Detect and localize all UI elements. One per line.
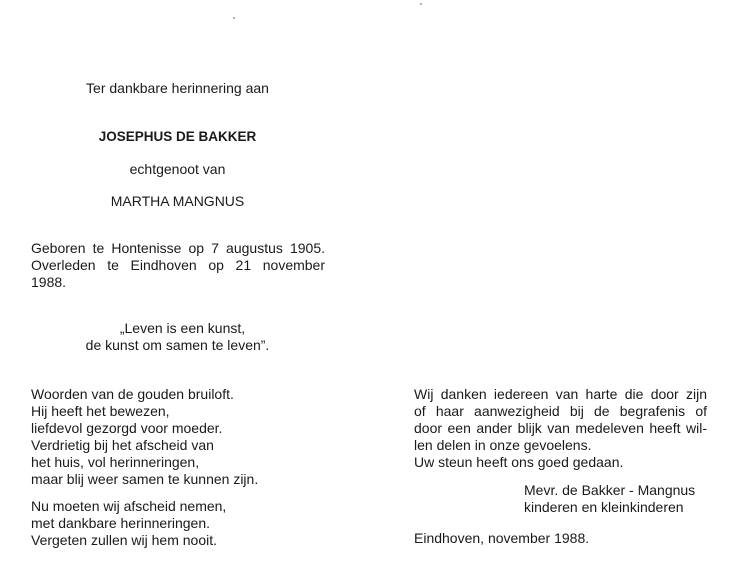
scan-speck <box>420 3 422 5</box>
spouse-name: MARTHA MANGNUS <box>110 193 245 209</box>
thanks-line: door een ander blijk van medeleven heeft wil- <box>414 420 707 436</box>
place-date: Eindhoven, november 1988. <box>414 530 590 546</box>
poem-line: Woorden van de gouden bruiloft. <box>31 386 234 402</box>
poem-line: Hij heeft het bewezen, <box>31 403 170 419</box>
poem-line: Nu moeten wij afscheid nemen, <box>31 498 227 514</box>
signature-name: Mevr. de Bakker - Mangnus <box>524 482 696 498</box>
quote-line-2: de kunst om samen te leven”. <box>85 337 270 353</box>
thanks-line: Wij danken iedereen van harte die door zijn <box>414 386 707 402</box>
poem-line: liefdevol gezorgd voor moeder. <box>31 420 223 436</box>
intro-line: Ter dankbare herinnering aan <box>86 80 269 96</box>
deceased-name: JOSEPHUS DE BAKKER <box>98 129 257 144</box>
thanks-line: Uw steun heeft ons goed gedaan. <box>414 454 624 470</box>
signature <box>524 482 695 516</box>
poem-line: het huis, vol herinneringen, <box>31 454 200 470</box>
thanks-line: of haar aanwezigheid bij de begrafenis of <box>414 403 707 419</box>
birth-death-paragraph <box>31 240 325 291</box>
poem-line: maar blij weer samen te kunnen zijn. <box>31 471 259 487</box>
birth-line: Geboren te Hontenisse op 7 augustus 1905. <box>31 240 325 256</box>
poem-stanza-1 <box>31 386 258 488</box>
thanks-line: len delen in onze gevoelens. <box>414 437 592 453</box>
poem-line: Verdrietig bij het afscheid van <box>31 437 214 453</box>
death-line: Overleden te Eindhoven op 21 november <box>31 257 325 273</box>
scan-speck <box>233 17 235 19</box>
signature-family: kinderen en kleinkinderen <box>524 499 684 515</box>
death-year-line: 1988. <box>31 274 67 290</box>
poem-line: Vergeten zullen wij hem nooit. <box>31 532 217 548</box>
relation-line: echtgenoot van <box>129 161 226 177</box>
quote-line-1: „Leven is een kunst, <box>119 320 246 336</box>
quote <box>30 320 325 354</box>
thanks-paragraph <box>414 386 707 471</box>
poem-line: met dankbare herinneringen. <box>31 515 211 531</box>
poem-stanza-2 <box>31 498 226 549</box>
